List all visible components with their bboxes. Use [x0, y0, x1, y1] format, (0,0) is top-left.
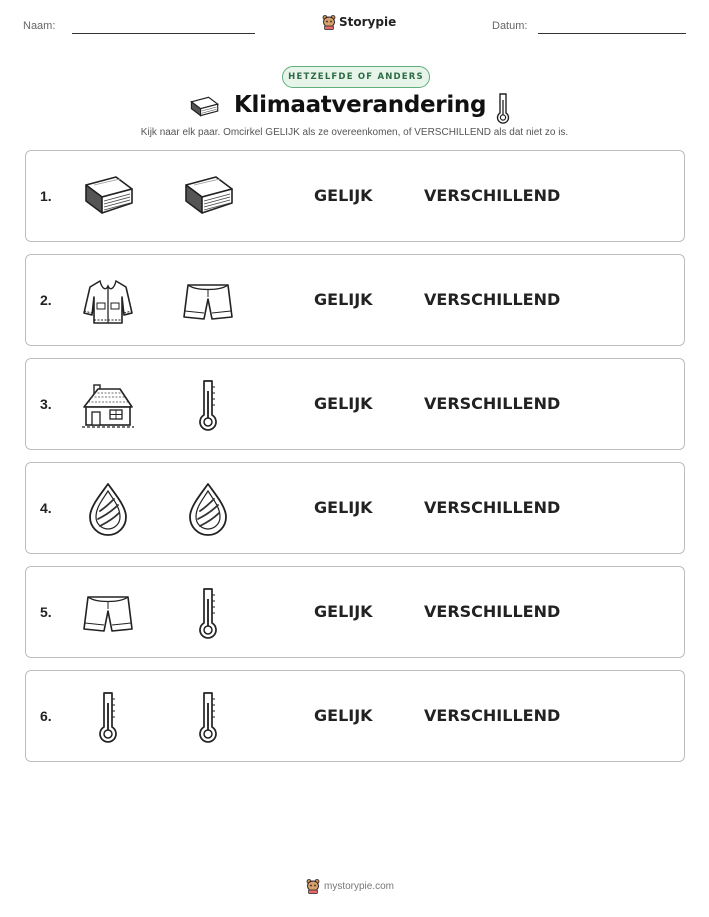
footer	[306, 878, 394, 894]
shorts-icon	[80, 585, 136, 641]
option-different[interactable]: VERSCHILLEND	[424, 290, 561, 309]
question-card	[25, 254, 685, 346]
book-icon	[80, 169, 136, 225]
thermometer-icon	[180, 377, 236, 433]
question-card	[25, 150, 685, 242]
thermometer-icon	[494, 92, 512, 124]
worksheet-type-badge: HETZELFDE OF ANDERS	[282, 66, 430, 88]
name-label: Naam:	[23, 20, 56, 32]
house-icon	[80, 377, 136, 433]
date-label: Datum:	[492, 20, 528, 32]
footer-url: mystorypie.com	[324, 880, 395, 892]
option-different[interactable]: VERSCHILLEND	[424, 394, 561, 413]
option-different[interactable]: VERSCHILLEND	[424, 498, 561, 517]
book-icon	[188, 96, 220, 118]
option-same[interactable]: GELIJK	[314, 706, 373, 725]
option-different[interactable]: VERSCHILLEND	[424, 706, 561, 725]
question-card	[25, 358, 685, 450]
option-same[interactable]: GELIJK	[314, 602, 373, 621]
worksheet-header	[0, 14, 709, 38]
question-card	[25, 462, 685, 554]
shorts-icon	[180, 273, 236, 329]
option-different[interactable]: VERSCHILLEND	[424, 186, 561, 205]
question-number: 2.	[40, 292, 52, 308]
name-line[interactable]	[72, 33, 255, 34]
storypie-mascot-icon	[322, 14, 336, 30]
question-card	[25, 670, 685, 762]
question-number: 1.	[40, 188, 52, 204]
raindrop-icon	[80, 481, 136, 537]
raindrop-icon	[180, 481, 236, 537]
option-same[interactable]: GELIJK	[314, 186, 373, 205]
instructions: Kijk naar elk paar. Omcirkel GELIJK als ze overeenkomen, of VERSCHILLEND als dat niet zo is.	[140, 127, 569, 138]
book-icon	[180, 169, 236, 225]
question-number: 4.	[40, 500, 52, 516]
question-number: 6.	[40, 708, 52, 724]
thermometer-icon	[180, 689, 236, 745]
question-number: 3.	[40, 396, 52, 412]
brand-logo	[322, 14, 396, 30]
question-number: 5.	[40, 604, 52, 620]
option-same[interactable]: GELIJK	[314, 290, 373, 309]
thermometer-icon	[80, 689, 136, 745]
option-different[interactable]: VERSCHILLEND	[424, 602, 561, 621]
page-title: Klimaatverandering	[234, 92, 487, 118]
brand-name: Storypie	[339, 15, 397, 29]
title-row	[0, 92, 709, 124]
option-same[interactable]: GELIJK	[314, 498, 373, 517]
date-line[interactable]	[538, 33, 686, 34]
question-card	[25, 566, 685, 658]
coat-icon	[80, 273, 136, 329]
storypie-mascot-icon	[306, 878, 320, 894]
option-same[interactable]: GELIJK	[314, 394, 373, 413]
thermometer-icon	[180, 585, 236, 641]
